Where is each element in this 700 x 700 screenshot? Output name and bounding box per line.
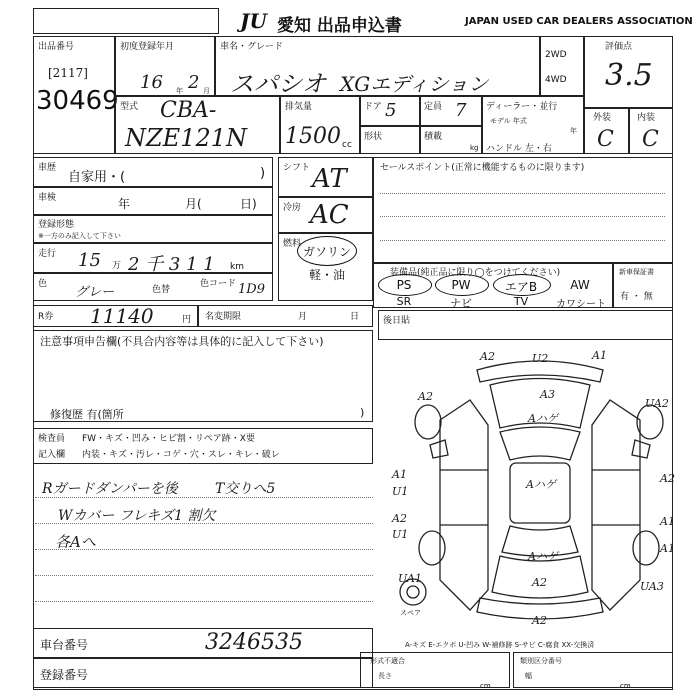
length-label: 長さ [378,672,392,680]
warranty-opts: 有 ・ 無 [620,292,653,302]
shift-value: AT [312,164,347,194]
equip-ps: PS [396,278,412,292]
diag-right-a1: A1 [660,515,675,528]
first-reg-year: 16 [140,72,163,93]
diag-left-u1b: U1 [392,528,409,541]
equip-cw: カワシート [556,299,606,310]
repair-history-close: ) [360,406,365,419]
notes-title: 注意事項申告欄(不具合内容等は具体的に記入して下さい) [40,335,324,348]
first-reg-year-unit: 年 [176,87,183,95]
doors-label: ドア [364,102,382,112]
lot-code: [2117] [48,66,88,80]
mileage-km: km [230,262,244,272]
transfer-day: 日 [350,312,360,322]
diag-rear-bottom: A2 [532,614,547,627]
diag-left-a2: A2 [392,512,407,525]
ju-logo: JU [240,9,267,33]
warranty-label: 新車保証書 [619,268,654,276]
diag-front-left: A2 [480,350,495,363]
damage-legend: A-キズ E-エクボ U-凹み W-補修跡 S-サビ C-腐食 XX-交換済 [405,641,595,649]
diag-right-front: UA2 [645,397,669,410]
model-year-label: モデル 年式 [490,117,527,125]
model-year-unit: 年 [570,127,577,135]
inspection-day: 日) [240,197,257,211]
width-label: 幅 [525,672,532,680]
transfer-month: 月 [298,312,308,322]
equipment-label: 装備品(純正品に限り◯をつけてください) [390,268,561,278]
notes-line-2: Wカバー フレキズ1 割欠 [58,508,216,524]
model-name: スパシオ [230,70,326,98]
notes-dotline-3 [35,549,373,550]
history-label: 車歴 [38,163,57,173]
diag-front-right: A1 [592,349,607,362]
later-mount-cell [378,310,673,340]
mileage-rest-value: 2 千 3 1 1 [128,254,215,275]
grade-name: XGエディション [340,72,489,96]
color-label: 色 [38,279,48,289]
interior-value: C [642,127,659,152]
diag-right-a1b: A1 [660,542,675,555]
shape-label: 形状 [364,132,383,142]
equip-tv: TV [513,295,529,308]
diag-a3: A3 [540,388,555,401]
aircon-label: 冷房 [283,203,302,213]
color-change-label: 色替 [152,285,171,295]
notes-line-1: Rガードダンパーを後 [42,481,178,497]
lot-number-label: 出品番号 [38,42,75,52]
diag-roof: Aハゲ [526,478,556,491]
first-reg-month-unit: 月 [203,87,210,95]
notes-line-1b: T交りへ5 [215,481,276,497]
diag-right-a2: A2 [660,472,675,485]
form-mismatch-label: 形式不適合 [370,657,405,665]
sales-line-2 [380,216,665,217]
load-unit: kg [470,144,479,152]
history-close: ) [260,166,266,181]
inspection-cell [33,187,273,215]
r-ken-value: 11140 [90,304,154,328]
diag-trunk: Aハゲ [528,550,558,563]
lot-number-value: 30469 [36,86,119,116]
repair-history: 修復歴 有(箇所 [50,408,124,421]
notes-dotline-2 [35,523,373,524]
transfer-label: 名変期限 [205,312,242,322]
diag-rear-right: UA3 [640,580,664,593]
equip-pw: PW [451,278,471,292]
inspector-checks-1: FW・キズ・凹み・ヒビ割・リペア跡・X要 [82,434,255,444]
doors-value: 5 [385,100,397,121]
notes-dotline-1 [35,497,373,498]
sales-line-3 [380,240,665,241]
dealer-label: ディーラー・並行 [486,102,558,112]
r-ken-label: R券 [38,312,54,322]
color-value: グレー [75,285,115,300]
sales-line-1 [380,193,665,194]
mileage-label: 走行 [38,249,57,259]
diag-left-front: A2 [418,390,433,403]
rating-value: 3.5 [605,58,653,93]
later-mount-label: 後日貼 [383,316,411,326]
equip-sr: SR [396,295,412,308]
notes-dotline-4 [35,575,373,576]
reg-form-label: 登録形態 [38,220,75,230]
rating-label: 評価点 [605,42,633,52]
length-unit: cm [480,682,491,690]
type-value-2: NZE121N [125,124,248,152]
color-code-label: 色コード [200,279,237,289]
width-unit: cm [620,682,631,690]
inspection-year: 年 [118,197,131,211]
reg-no-label: 登録番号 [40,668,89,682]
diag-front-center: U2 [532,352,549,365]
drive-2wd: 2WD [545,50,567,60]
capacity-label: 定員 [424,102,443,112]
drive-cell [540,36,584,96]
notes-line-3: 各Aへ [55,533,96,551]
inspector-checks-2: 内装・キズ・汚レ・コゲ・穴・スレ・キレ・破レ [82,450,280,460]
interior-label: 内装 [637,113,656,123]
exterior-label: 外装 [593,113,612,123]
shift-label: シフト [283,163,311,173]
notes-dotline-5 [35,601,373,602]
brand-title: 愛知 出品申込書 [277,16,402,36]
inspection-label: 車検 [38,193,57,203]
fuel-gasoline: ガソリン [303,245,352,259]
load-label: 積載 [424,132,443,142]
mileage-man-value: 15 [78,250,101,271]
diag-left-u1: U1 [392,485,409,498]
inspector-label: 検査員 [38,434,66,444]
displacement-label: 排気量 [285,102,313,112]
equip-navi: ナビ [450,297,472,310]
diag-hood: Aハゲ [528,412,558,425]
equip-aw: AW [570,278,590,292]
r-ken-yen: 円 [182,315,192,325]
history-value: 自家用・( [68,170,126,185]
spare-label: スペア [400,609,421,617]
capacity-value: 7 [455,100,467,121]
displacement-unit: cc [342,140,352,150]
inspector-sub: 記入欄 [38,450,66,460]
inspection-month: 月( [185,197,202,211]
equip-airbag: エアB [504,280,538,294]
aircon-value: AC [310,200,349,230]
diag-rear-left: UA1 [398,572,422,585]
diag-left-a1: A1 [392,468,407,481]
first-reg-label: 初度登録年月 [120,42,175,52]
mileage-man-unit: 万 [112,261,122,271]
drive-4wd: 4WD [545,75,567,85]
model-grade-label: 車名・グレード [220,42,284,52]
type-label: 型式 [120,102,139,112]
diag-rear-center: A2 [532,576,547,589]
fuel-label: 燃料 [283,239,302,249]
handle-label: ハンドル 左・右 [486,144,552,154]
displacement-value: 1500 [285,124,341,149]
fuel-diesel: 軽・油 [309,268,346,282]
chassis-label: 車台番号 [40,638,89,652]
chassis-value: 3246535 [205,630,303,655]
sales-point-label: セールスポイント(正常に機能するものに限ります) [380,163,585,173]
color-code-value: 1D9 [238,282,265,297]
storage-box [33,8,219,34]
reg-form-note: ※一方のみ記入して下さい [38,232,121,240]
first-reg-month: 2 [188,72,200,93]
exterior-value: C [597,127,614,152]
type-value-1: CBA- [160,98,217,123]
classification-label: 類別区分番号 [520,657,562,665]
association-name: JAPAN USED CAR DEALERS ASSOCIATION [465,16,693,27]
